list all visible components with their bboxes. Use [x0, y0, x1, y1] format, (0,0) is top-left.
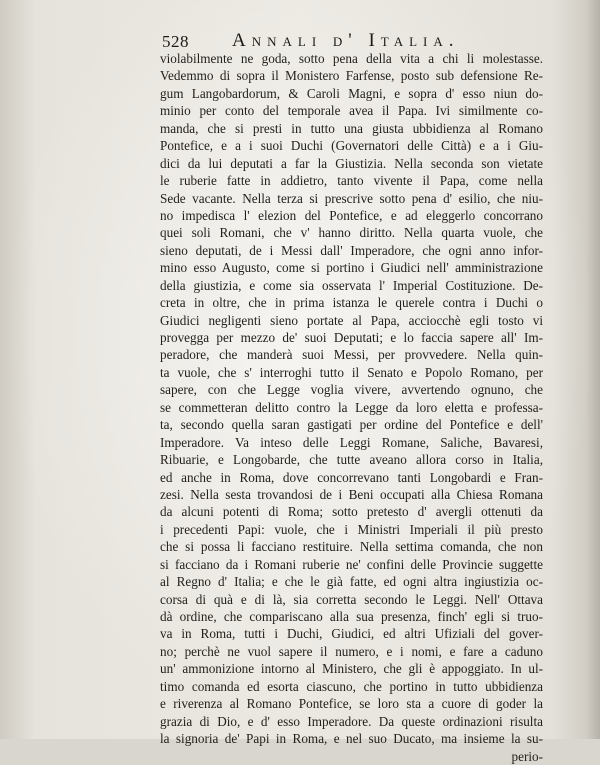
- text-line: no impedisca l' elezion del Pontefice, e ad eleggerlo concorrano: [160, 207, 543, 223]
- text-line: sapere, con che Legge voglia vivere, avvertendo ognuno, che: [160, 382, 543, 398]
- text-line: no; perchè ne vuol sapere il numero, e i nomi, e fare a caduno: [160, 643, 543, 659]
- text-line: quei soli Romani, che v' hanno diritto. Nella quarta vuole, che: [160, 225, 543, 241]
- text-line: Pontefice, e a i suoi Duchi (Governatori delle Città) e a i Giu-: [160, 138, 543, 154]
- text-line: Giudici negligenti sieno portate al Papa, acciocchè egli tosto vi: [160, 312, 543, 328]
- catchword: perio-: [511, 748, 543, 764]
- text-line: e riverenza al Romano Pontefice, se loro sta a cuore di goder la: [160, 696, 543, 712]
- text-line: sieno deputati, de i Messi dall' Imperadore, che ogni anno infor-: [160, 242, 543, 258]
- text-line: provegga per mezzo de' suoi Deputati; e lo faccia sapere all' Im-: [160, 330, 543, 345]
- text-line: ed anche in Roma, dove concorrevano tanti Longobardi e Fran-: [160, 469, 543, 485]
- text-line: un' ammonizione intorno al Ministero, che gli è appoggiato. In ul-: [160, 661, 543, 677]
- text-line: va in Roma, tutti i Duchi, Giudici, ed altri Ufiziali del gover-: [160, 626, 543, 642]
- text-line: Vedemmo di sopra il Monistero Farfense, posto sub defensione Re-: [160, 68, 543, 84]
- body-text: [160, 50, 543, 765]
- text-line: timo comanda ed esorta ciascuno, che portino in tutto ubbidienza: [160, 678, 543, 694]
- text-line: le ruberie fatte in addietro, tanto vivente il Papa, come nella: [160, 173, 543, 189]
- text-line: zesi. Nella sesta trovandosi de i Beni occupati alla Chiesa Romana: [160, 486, 543, 502]
- text-line: al Regno d' Italia; e che le già fatte, ed ogni altra ingiustizia oc-: [160, 574, 543, 590]
- text-line: grazia di Dio, e d' esso Imperadore. Da queste ordinazioni risulta: [160, 713, 543, 729]
- text-line: dà ordine, che compariscano alla sua presenza, finch' egli si truo-: [160, 609, 543, 624]
- text-line: se commetteran delitto contro la Legge da loro eletta e professa-: [160, 399, 543, 415]
- text-line: ta, secondo quella saran gastigati per ordine del Pontefice e dell': [160, 417, 543, 433]
- text-line: corsa di quà e di là, sia corretta secondo le Leggi. Nell' Ottava: [160, 591, 543, 607]
- text-line: si facciano da i Romani ruberie ne' confini delle Provincie suggette: [160, 556, 543, 572]
- text-line: Ribuarie, e Longobarde, che tutte aveano allora corso in Italia,: [160, 452, 543, 468]
- running-title: Annali d' Italia.: [232, 30, 460, 51]
- text-line: che si possa li facciano restituire. Nella settima comanda, che non: [160, 539, 543, 555]
- text-line: la signoria de' Papi in Roma, e nel suo Ducato, ma insieme la su-: [160, 731, 543, 747]
- text-line: i precedenti Papi: vuole, che i Ministri Imperiali il più presto: [160, 521, 543, 537]
- text-line: da alcuni potenti di Roma; sotto pretesto d' avergli ottenuti da: [160, 504, 543, 520]
- text-line: minio per conto del temporale avea il Papa. Ivi similmente co-: [160, 103, 543, 119]
- text-line: peradore, che manderà suoi Messi, per provvedere. Nella quin-: [160, 347, 543, 363]
- text-line: gum Langobardorum, & Caroli Magni, e sopra d' esso niun do-: [160, 85, 543, 101]
- text-line: Imperadore. Va inteso delle Leggi Romane, Saliche, Bavaresi,: [160, 434, 543, 450]
- text-line: violabilmente ne goda, sotto pena della vita a chi li molestasse.: [160, 51, 543, 66]
- text-line: della giustizia, e come sia osservata l' Imperial Costituzione. De-: [160, 277, 543, 293]
- text-line: Sede vacante. Nella terza si prescrive sotto pena d' esilio, che niu-: [160, 190, 543, 206]
- text-line: ta vuole, che s' interroghi tutto il Senato e Popolo Romano, per: [160, 364, 543, 380]
- text-line: manda, che si presti in tutto una giusta ubbidienza al Romano: [160, 120, 543, 136]
- text-line: dici da lui deputati a far la Giustizia. Nella seconda son vietate: [160, 155, 543, 171]
- page-number: 528: [162, 32, 189, 51]
- text-line: creta in oltre, che in prima istanza le querele contra i Duchi o: [160, 295, 543, 311]
- text-line: mino esso Augusto, come si portino i Giudici nell' amministrazione: [160, 260, 543, 276]
